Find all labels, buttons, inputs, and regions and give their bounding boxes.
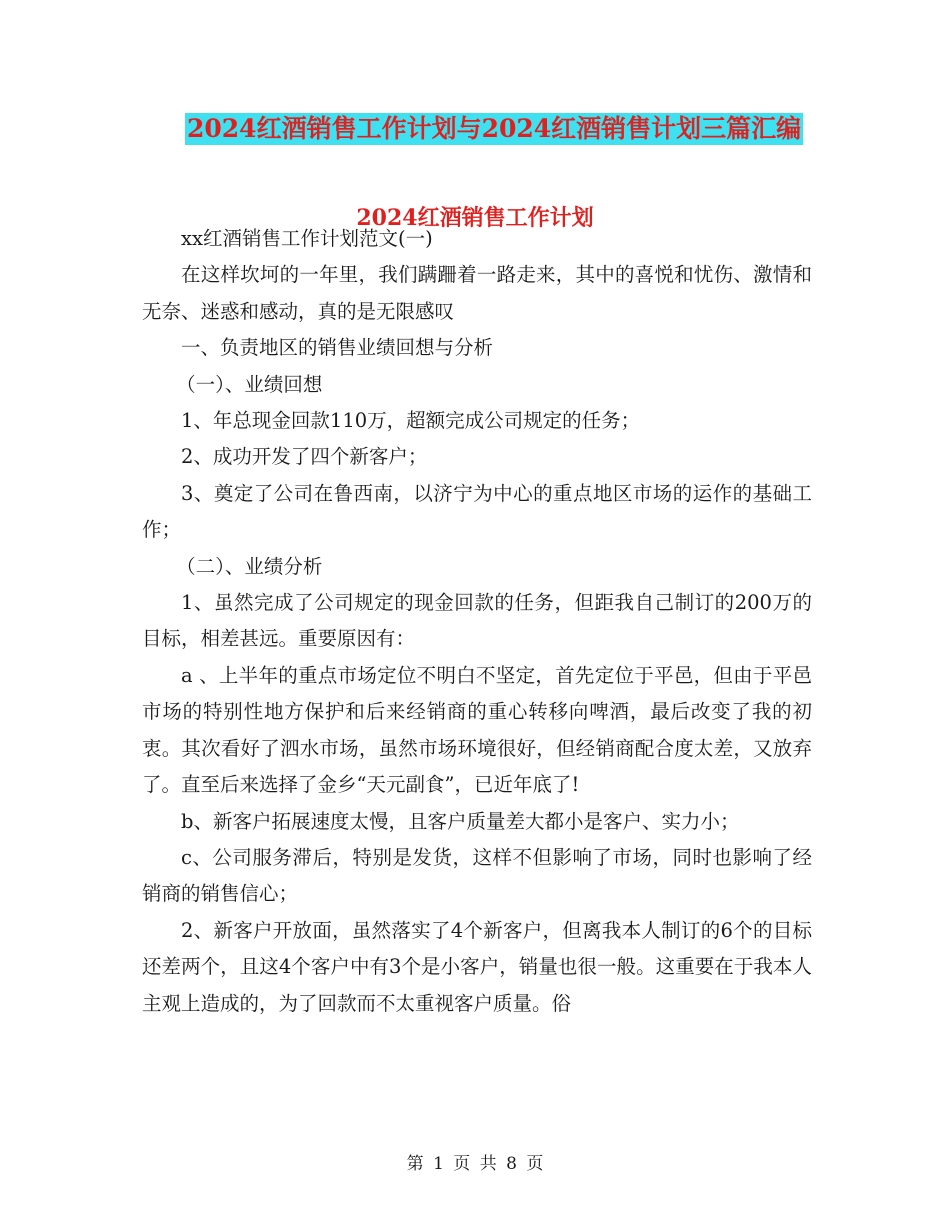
paragraph: 2、成功开发了四个新客户；	[181, 445, 428, 469]
paragraph: c、公司服务滞后，特别是发货，这样不但影响了市场，同时也影响了经销商的销售信心；	[142, 845, 812, 906]
footer-suffix: 页	[526, 1154, 544, 1174]
paragraph: xx红酒销售工作计划范文(一)	[181, 227, 433, 250]
footer-prefix: 第	[406, 1154, 424, 1174]
paragraph: 一、负责地区的销售业绩回想与分析	[181, 336, 494, 360]
paragraph: 1、年总现金回款110万，超额完成公司规定的任务；	[181, 409, 641, 433]
paragraph: 2、新客户开放面，虽然落实了4个新客户，但离我本人制订的6个的目标还差两个，且这4个客户中有3个是小客户，销量也很一般。这重要在于我本人主观上造成的，为了回款而不太重视客户质量。俗	[142, 918, 812, 1015]
paragraph: 3、奠定了公司在鲁西南，以济宁为中心的重点地区市场的运作的基础工作；	[142, 481, 812, 542]
paragraph: （二）、业绩分析	[176, 554, 323, 578]
paragraph: 1、虽然完成了公司规定的现金回款的任务，但距我自己制订的200万的目标，相差甚远。重要原因有：	[142, 591, 812, 651]
paragraph: a 、上半年的重点市场定位不明白不坚定，首先定位于平邑，但由于平邑市场的特别性地方保护和后来经销商的重心转移向啤酒，最后改变了我的初衷。其次看好了泗水市场，虽然市场环境很好，但经销商配合度太差，又放弃了。直至后来选择了金乡“天元副食”，已近年底了!	[142, 663, 812, 797]
page-number: 1	[433, 1154, 444, 1174]
paragraph: （一）、业绩回想	[176, 372, 323, 396]
footer-page-word: 页	[453, 1154, 471, 1174]
document-title: 2024红酒销售工作计划与2024红酒销售计划三篇汇编	[187, 114, 802, 143]
paragraph: b、新客户拓展速度太慢，且客户质量差大都小是客户、实力小；	[181, 809, 740, 833]
document-body	[142, 221, 812, 1022]
paragraph: 在这样坎坷的一年里，我们蹒跚着一路走来，其中的喜悦和忧伤、激情和无奈、迷惑和感动，真的是无限感叹	[142, 263, 812, 323]
total-pages: 8	[506, 1154, 517, 1174]
section-title: 2024红酒销售工作计划	[356, 205, 594, 231]
footer-total-prefix: 共	[479, 1154, 497, 1174]
page-footer	[0, 1152, 950, 1176]
